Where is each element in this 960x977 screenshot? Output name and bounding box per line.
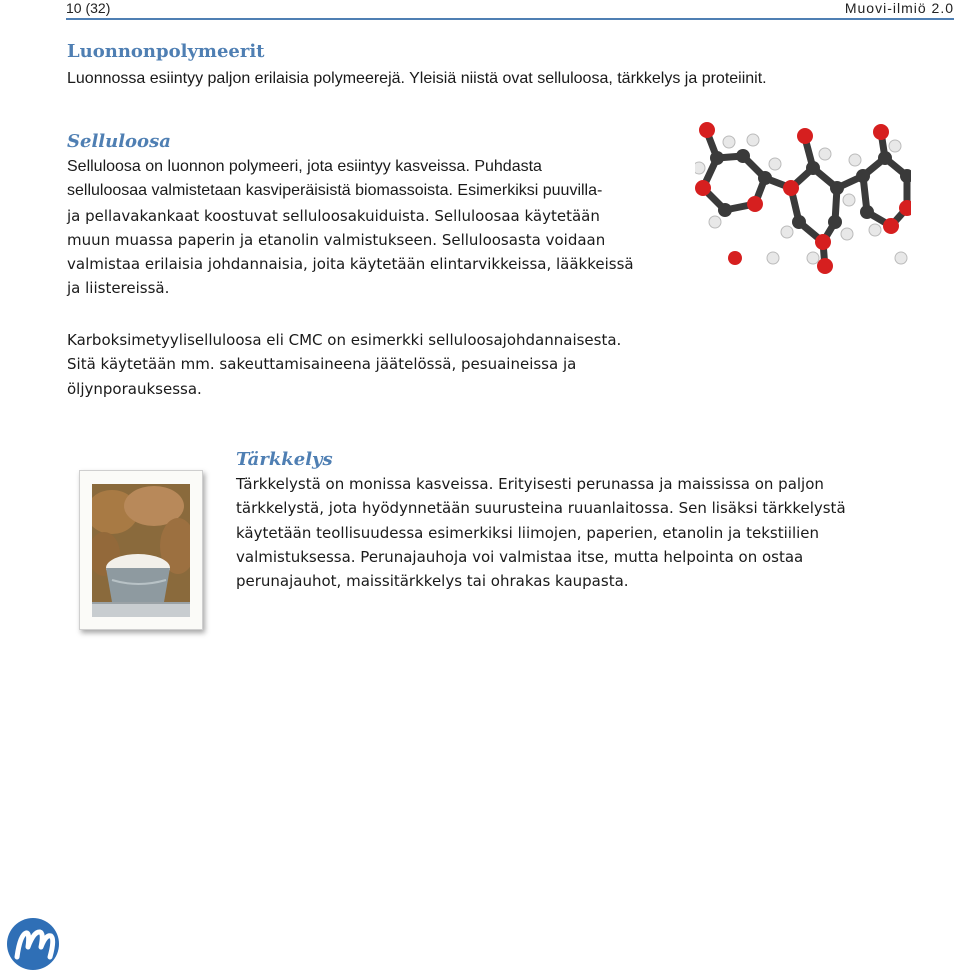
page-header [66,0,954,18]
heading-natural-polymers: Luonnonpolymeerit [67,41,265,62]
cmc-line: Sitä käytetään mm. sakeuttamisaineena jäätelössä, pesuaineissa ja [67,355,577,374]
natural-polymers-text: Luonnossa esiintyy paljon erilaisia polymeerejä. Yleisiä niistä ovat selluloosa, tärkkelys ja proteiinit. [67,70,767,87]
cellulose-line: Selluloosa on luonnon polymeeri, jota esiintyy kasveissa. Puhdasta [67,158,542,175]
heading-cellulose: Selluloosa [67,131,171,152]
starch-line: perunajauhot, maissitärkkelys tai ohrakas kaupasta. [236,572,629,591]
starch-line: tärkkelystä, jota hyödynnetään suurusteina ruuanlaitossa. Sen lisäksi tärkkelystä [236,499,846,518]
cellulose-line: muun muassa paperin ja etanolin valmistukseen. Selluloosasta voidaan [67,230,606,249]
starch-photo-frame [79,470,203,630]
cellulose-line: valmistaa erilaisia johdannaisia, joita käytetään elintarvikkeissa, lääkkeissä [67,255,634,274]
starch-photo [92,484,190,617]
cmc-line: Karboksimetyyliselluloosa eli CMC on esimerkki selluloosajohdannaisesta. [67,331,622,349]
muovi-logo [6,917,60,971]
heading-starch: Tärkkelys [236,449,333,470]
cmc-paragraph [67,328,621,401]
starch-line: valmistuksessa. Perunajauhoja voi valmistaa itse, mutta helpointa on ostaa [236,547,804,566]
cellulose-line: selluloosaa valmistetaan kasviperäisistä biomassoista. Esimerkiksi puuvilla- [67,182,603,200]
cellulose-line: ja pellavakankaat koostuvat selluloosakuiduista. Selluloosaa käytetään [67,206,600,225]
cellulose-molecule-image [695,118,911,276]
starch-line: Tärkkelystä on monissa kasveissa. Erityisesti perunassa ja maississa on paljon [236,475,824,493]
cellulose-paragraph [67,155,634,301]
page-number: 10 (32) [66,0,111,16]
cellulose-line: ja liistereissä. [67,279,170,298]
starch-paragraph [236,472,846,593]
header-rule [66,18,954,20]
document-title: Muovi-ilmiö 2.0 [844,0,954,16]
cmc-line: öljynporauksessa. [67,379,202,398]
starch-line: käytetään teollisuudessa esimerkiksi liimojen, paperien, etanolin ja tekstiilien [236,523,820,542]
